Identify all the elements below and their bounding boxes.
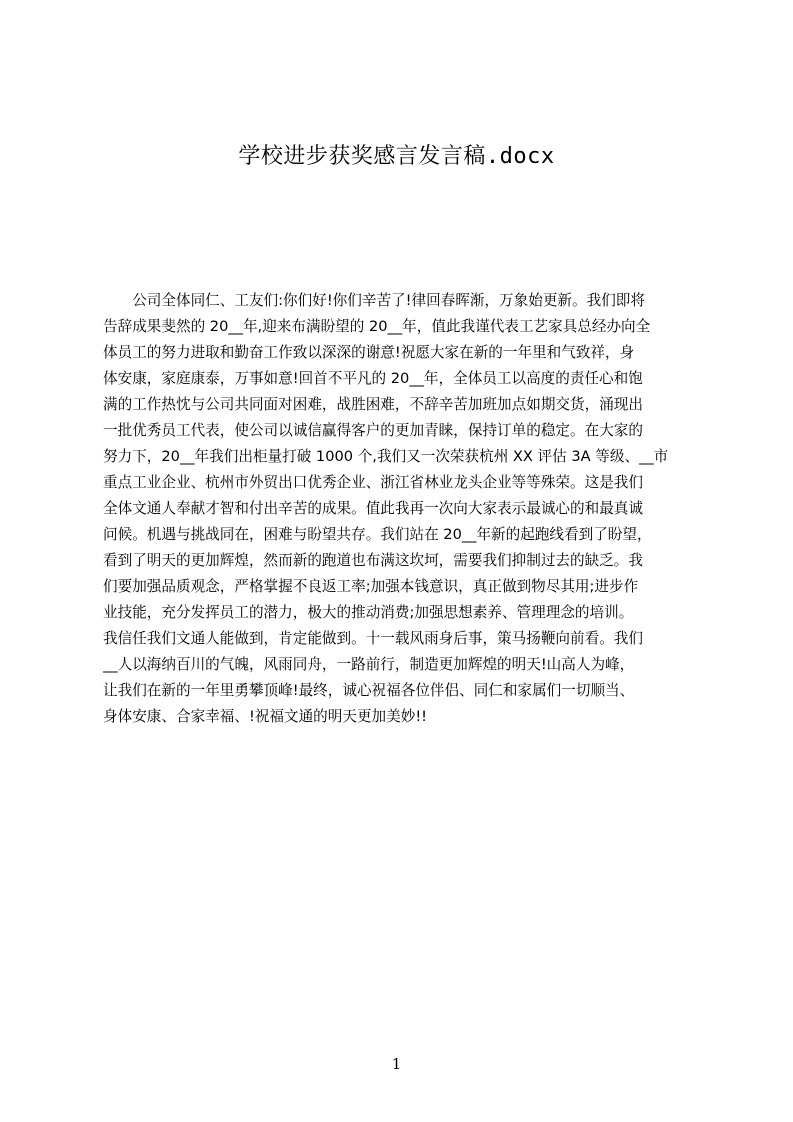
body-line: 一批优秀员工代表，使公司以诚信赢得客户的更加青睐，保持订单的稳定。在大家的 bbox=[103, 422, 643, 439]
body-line: 身体安康、合家幸福、!祝福文通的明天更加美妙!! bbox=[103, 708, 428, 725]
body-line: 重点工业企业、杭州市外贸出口优秀企业、浙江省林业龙头企业等等殊荣。这是我们 bbox=[103, 474, 643, 491]
body-line: 全体文通人奉献才智和付出辛苦的成果。值此我再一次向大家表示最诚心的和最真诚 bbox=[103, 500, 643, 517]
body-line: 问候。机遇与挑战同在，困难与盼望共存。我们站在 20__年新的起跑线看到了盼望， bbox=[103, 526, 652, 543]
body-line: 告辞成果斐然的 20__年,迎来布满盼望的 20__年，值此我谨代表工艺家具总经办向全 bbox=[103, 318, 651, 335]
body-line: 我信任我们文通人能做到，肯定能做到。十一载风雨身后事，策马扬鞭向前看。我们 bbox=[103, 630, 643, 647]
body-line: 公司全体同仁、工友们:你们好!你们辛苦了!律回春晖渐，万象始更新。我们即将 bbox=[103, 292, 645, 309]
body-line: 业技能，充分发挥员工的潜力，极大的推动消费;加强思想素养、管理理念的培训。 bbox=[103, 604, 634, 621]
document-title: 学校进步获奖感言发言稿.docx bbox=[238, 144, 555, 169]
body-line: 看到了明天的更加辉煌，然而新的跑道也布满这坎坷，需要我们抑制过去的缺乏。我 bbox=[103, 552, 643, 569]
body-line: __人以海纳百川的气魄，风雨同舟，一路前行，制造更加辉煌的明天!山高人为峰， bbox=[103, 656, 635, 673]
body-line: 们要加强品质观念，严格掌握不良返工率;加强本钱意识，真正做到物尽其用;进步作 bbox=[103, 578, 639, 595]
body-line: 满的工作热忱与公司共同面对困难，战胜困难，不辞辛苦加班加点如期交货，涌现出 bbox=[103, 396, 643, 413]
body-line: 让我们在新的一年里勇攀顶峰!最终，诚心祝福各位伴侣、同仁和家属们一切顺当、 bbox=[103, 682, 635, 699]
document-body bbox=[103, 288, 713, 730]
body-line: 体员工的努力进取和勤奋工作致以深深的谢意!祝愿大家在新的一年里和气致祥，身 bbox=[103, 344, 635, 361]
body-line: 努力下，20__年我们出柜量打破 1000 个,我们又一次荣获杭州 XX 评估 3A 等级、__市 bbox=[103, 448, 669, 465]
body-line: 体安康，家庭康泰，万事如意!回首不平凡的 20__年，全体员工以高度的责任心和饱 bbox=[103, 370, 643, 387]
page-number: 1 bbox=[391, 1055, 402, 1073]
